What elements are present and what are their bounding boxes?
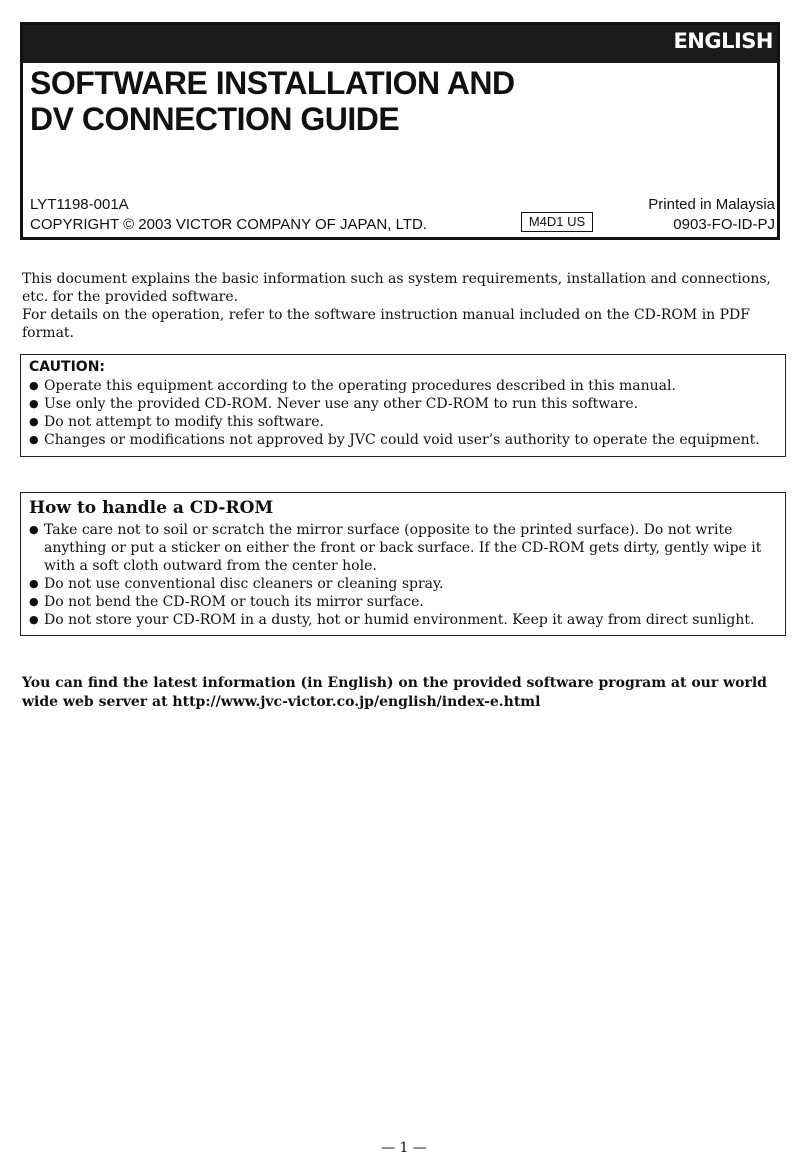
page-number: — 1 — — [381, 1140, 427, 1156]
caution-list — [29, 377, 785, 449]
web-info-note: You can find the latest information (in English) on the provided software program at our world wide web server at http://www.jvc-victor.co.jp/english/index-e.html — [22, 675, 767, 710]
product-code: 0903-FO-ID-PJ — [673, 216, 775, 233]
language-bar — [23, 25, 777, 63]
title-line-2: DV CONNECTION GUIDE — [30, 101, 400, 137]
model-code-box: M4D1 US — [521, 212, 593, 232]
cd-handling-box — [20, 492, 786, 636]
cd-handling-item: ● Take care not to soil or scratch the mirror surface (opposite to the printed surface). Do not write anything or put a sticker on either the front or back surface. If the CD-ROM gets dirty, gently wipe it with a soft cloth outward from the center hole. — [29, 521, 785, 575]
intro-paragraph-1: This document explains the basic information such as system requirements, installation and connections, etc. for the provided software. — [22, 271, 771, 305]
language-label: ENGLISH — [673, 29, 773, 53]
cd-handling-item: ● Do not bend the CD-ROM or touch its mirror surface. — [29, 593, 785, 611]
cd-handling-title: How to handle a CD-ROM — [29, 498, 274, 518]
intro-text — [22, 270, 792, 342]
cd-handling-item: ● Do not use conventional disc cleaners or cleaning spray. — [29, 575, 785, 593]
caution-item: ● Changes or modifications not approved by JVC could void user’s authority to operate the equipment. — [29, 431, 785, 449]
document-code: LYT1198-001A — [30, 196, 129, 213]
header-box — [20, 22, 780, 240]
copyright-notice: COPYRIGHT © 2003 VICTOR COMPANY OF JAPAN, LTD. — [30, 216, 427, 233]
cd-handling-list — [29, 521, 785, 629]
cd-handling-item: ● Do not store your CD-ROM in a dusty, hot or humid environment. Keep it away from direct sunlight. — [29, 611, 785, 629]
title-line-1: SOFTWARE INSTALLATION AND — [30, 65, 515, 101]
caution-item: ● Use only the provided CD-ROM. Never use any other CD-ROM to run this software. — [29, 395, 785, 413]
caution-title: CAUTION: — [29, 359, 106, 375]
document-title — [30, 65, 515, 137]
printed-location: Printed in Malaysia — [648, 196, 775, 213]
caution-item: ● Operate this equipment according to the operating procedures described in this manual. — [29, 377, 785, 395]
caution-item: ● Do not attempt to modify this software. — [29, 413, 785, 431]
caution-box — [20, 354, 786, 457]
intro-paragraph-2: For details on the operation, refer to the software instruction manual included on the CD-ROM in PDF format. — [22, 307, 750, 341]
